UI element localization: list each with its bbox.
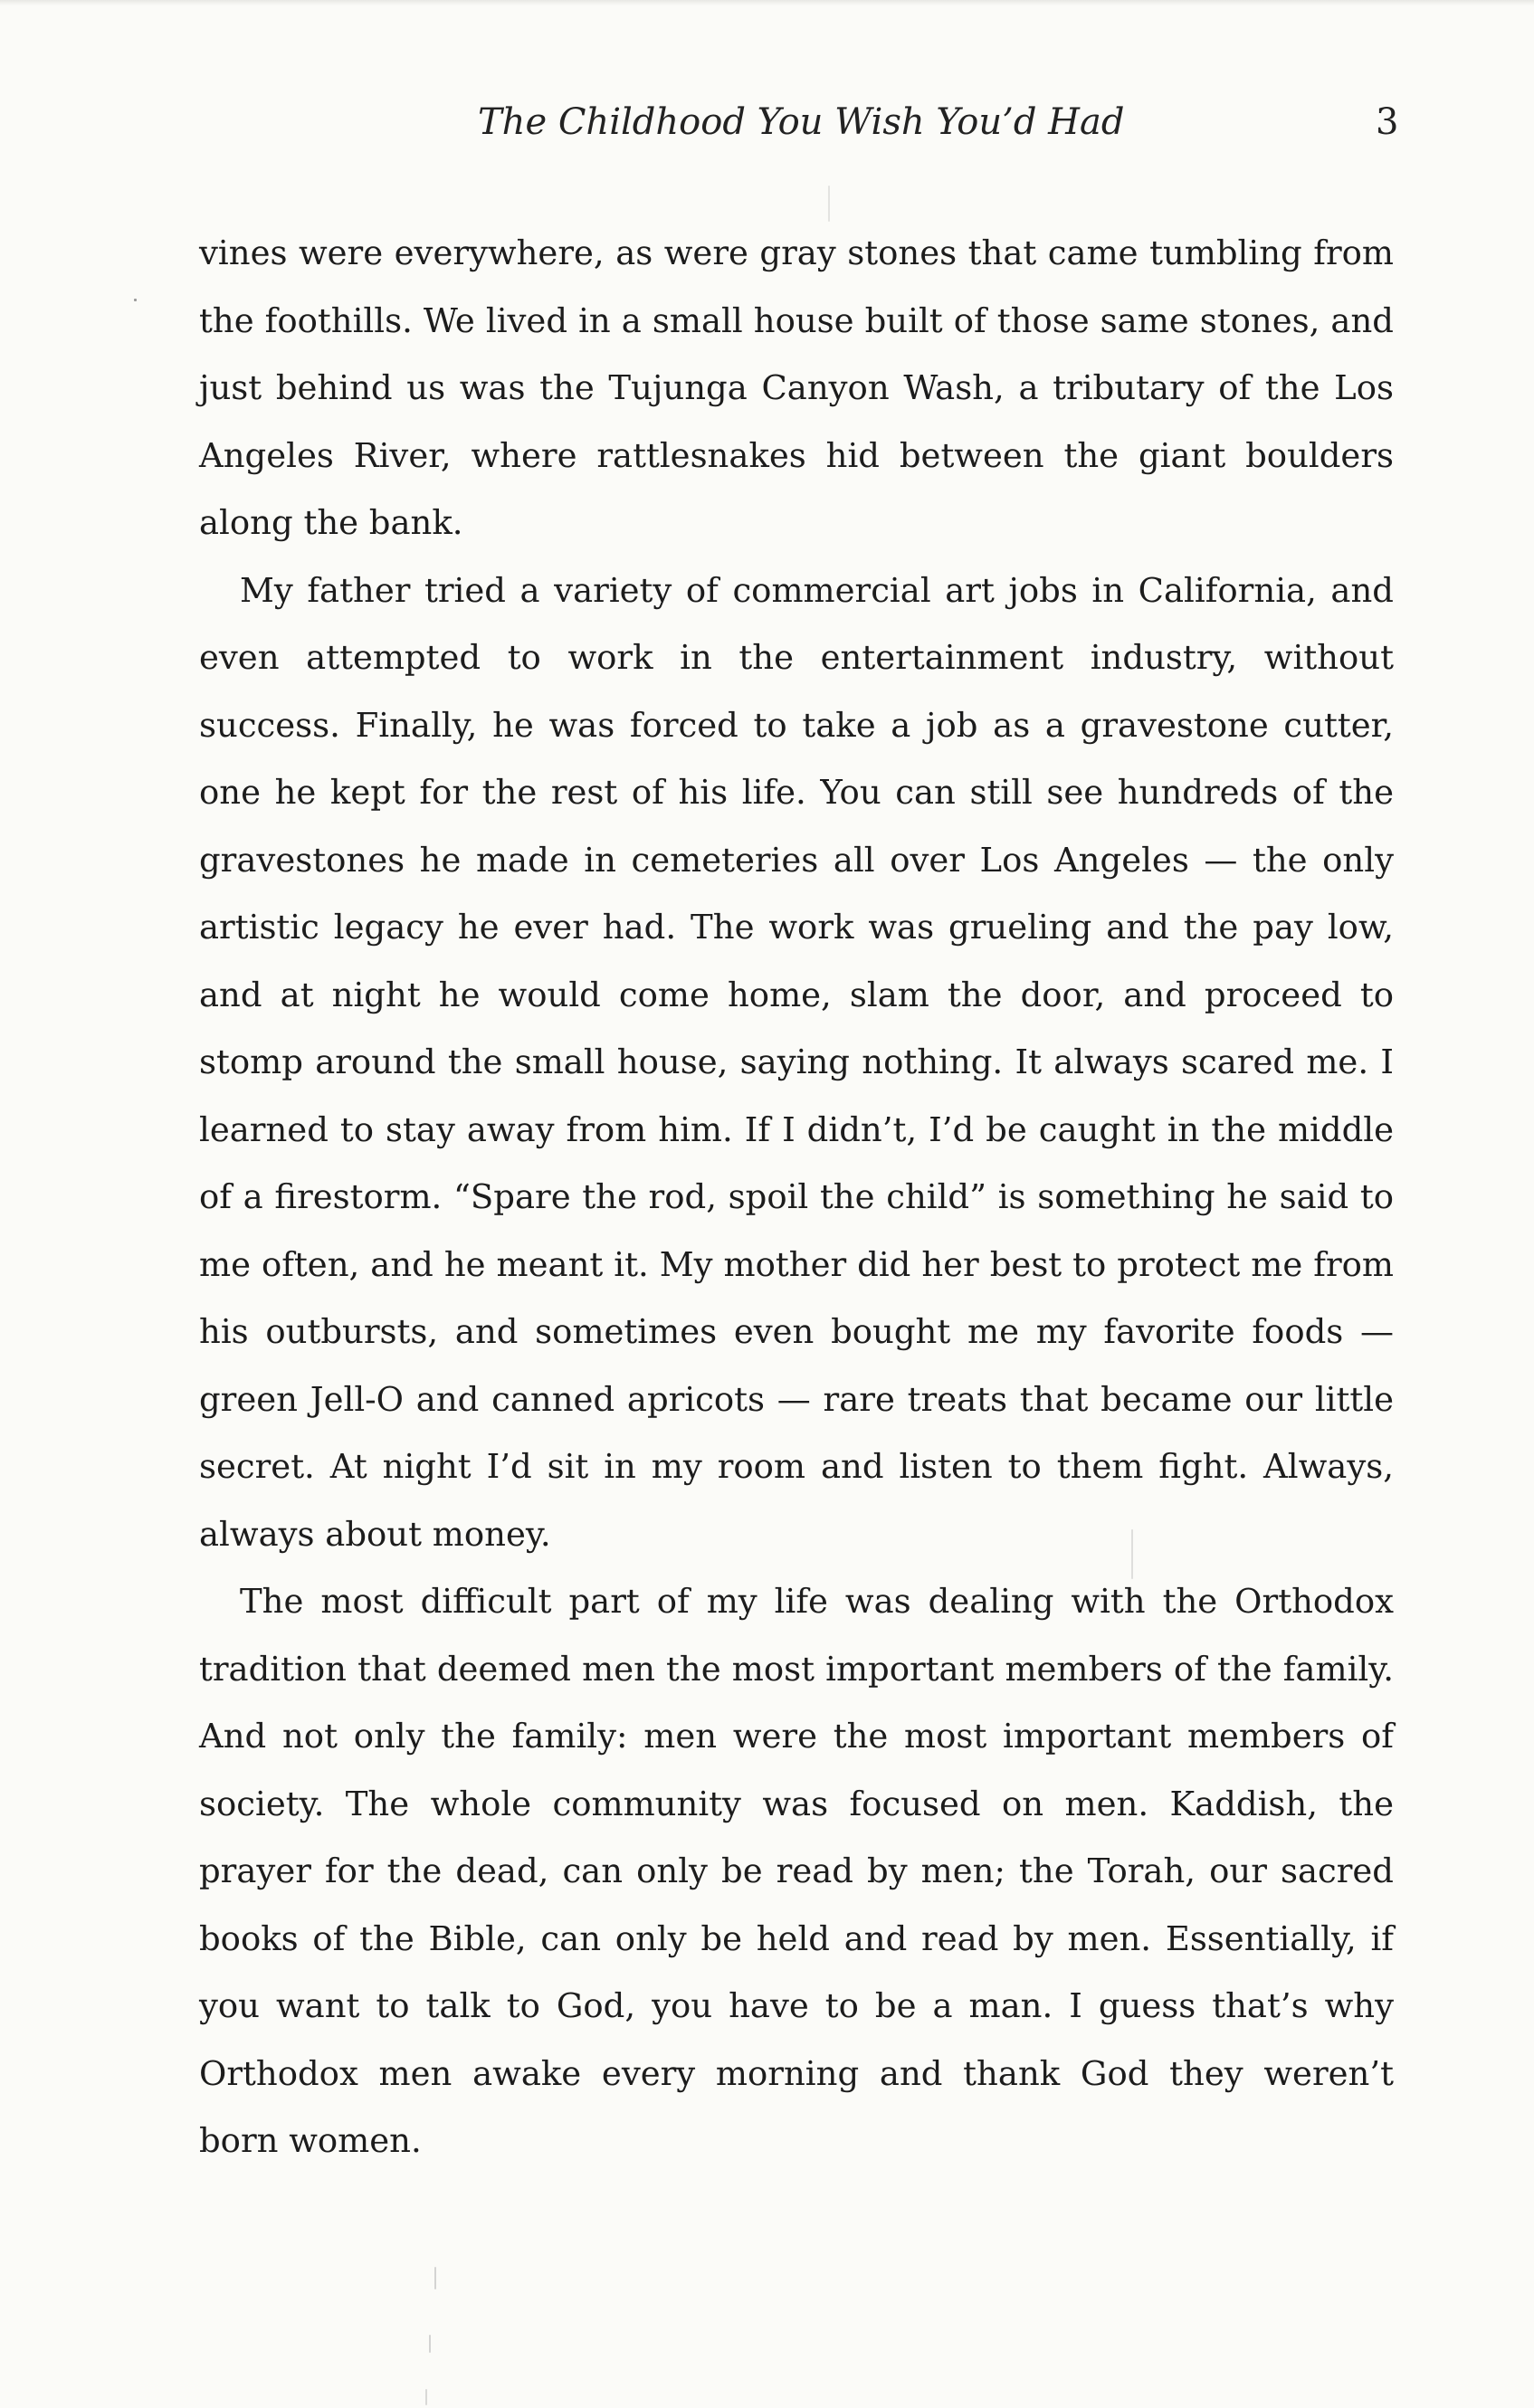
scan-speck [1131,1529,1133,1579]
running-head-title: The Childhood You Wish You’d Had [478,101,1125,143]
running-head [0,95,1534,149]
scan-speck [434,2267,436,2289]
scan-speck [425,2389,427,2405]
paragraph: My father tried a variety of commercial art jobs in California, and even attempted to work in the entertainment industry, without success. Finally, he was forced to take a job as a gravestone cutter, one he kept for the rest of his life. You can still see hundreds of the gravestones he made in cemeteries all over Los Angeles — the only artistic legacy he ever had. The work was grueling and the pay low, and at night he would come home, slam the door, and proceed to stomp around the small house, saying nothing. It always scared me. I learned to stay away from him. If I didn’t, I’d be caught in the middle of a firestorm. “Spare the rod, spoil the child” is something he said to me often, and he meant it. My mother did her best to protect me from his outbursts, and sometimes even bought me my favorite foods — green Jell-O and canned apricots — rare treats that became our little secret. At night I’d sit in my room and listen to them fight. Always, always about money. [199,570,1394,1554]
paragraph-continued: vines were everywhere, as were gray stones that came tumbling from the foothills. We lived in a small house built of those same stones, and just behind us was the Tujunga Canyon Wash, a tributary of the Los Angeles River, where rattlesnakes hid between the giant boulders along the bank. [199,233,1394,542]
scan-speck [429,2335,431,2353]
scan-speck [828,186,830,222]
scan-speck [134,299,137,301]
body-text [199,220,1394,2175]
page-number: 3 [1376,101,1399,143]
scan-edge [0,0,1534,5]
paragraph: The most difficult part of my life was dealing with the Orthodox tradition that deemed men the most important members of the family. And not only the family: men were the most important members of society. The whole community was focused on men. Kaddish, the prayer for the dead, can only be read by men; the Torah, our sacred books of the Bible, can only be held and read by men. Essentially, if you want to talk to God, you have to be a man. I guess that’s why Orthodox men awake every morning and thank God they weren’t born women. [199,1582,1394,2160]
